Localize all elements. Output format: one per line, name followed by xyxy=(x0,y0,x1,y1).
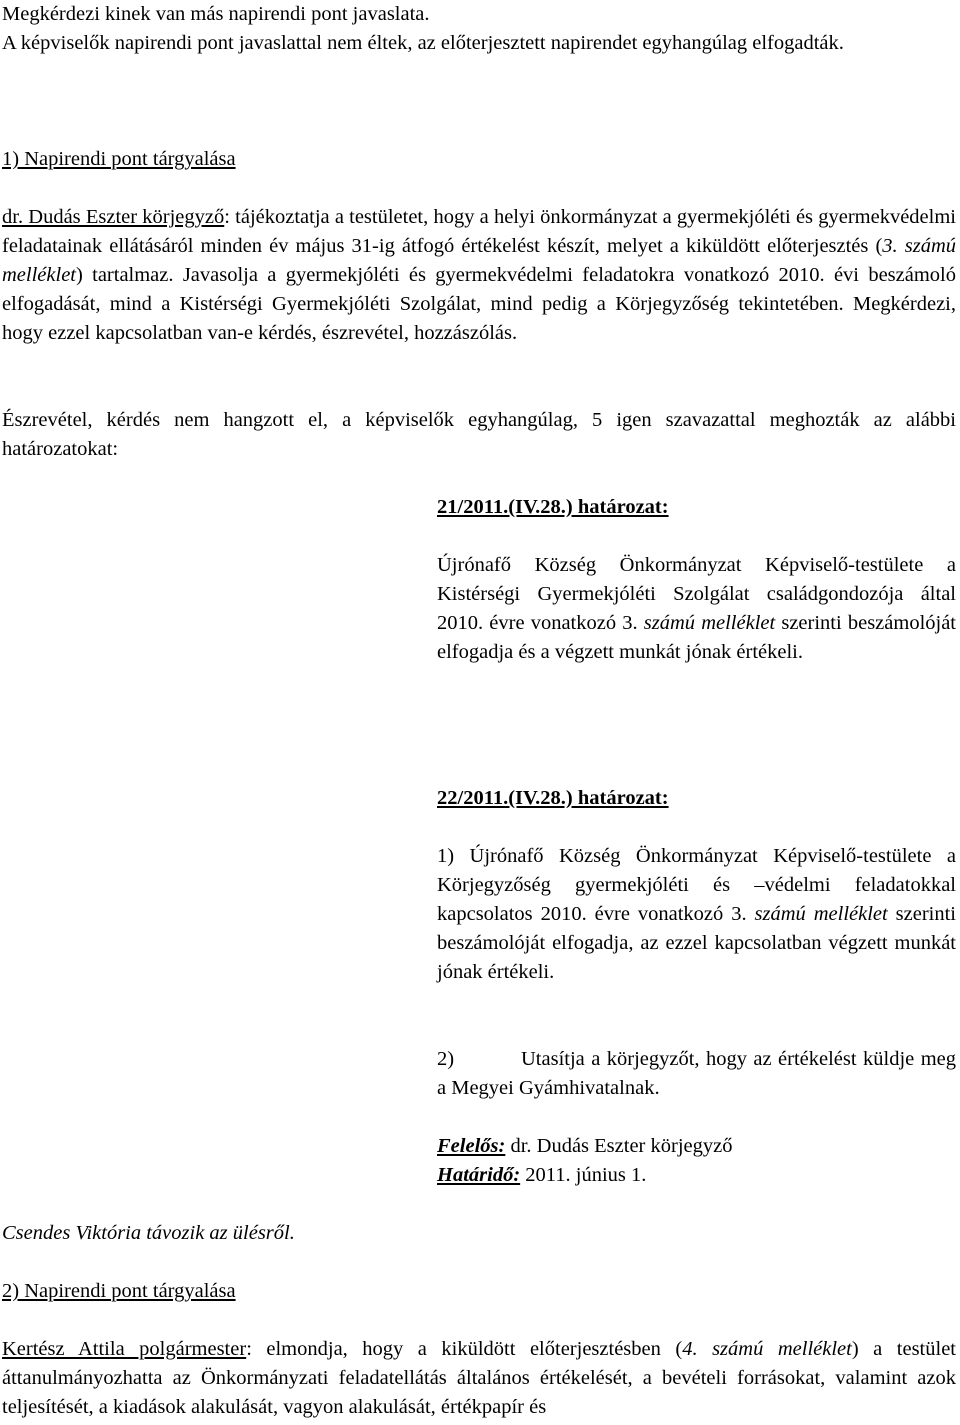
agenda-2-text-a: : elmondja, hogy a kiküldött előterjesztésben ( xyxy=(246,1338,683,1360)
resolution-21-text-b: szerinti beszámolóját elfogadja és a végzett munkát jónak értékeli. xyxy=(437,612,957,663)
responsible-label: Felelős: xyxy=(437,1135,506,1157)
resolution-22-text-b: szerinti beszámolóját elfogadja, az ezzel kapcsolatban végzett munkát jónak értékeli. xyxy=(437,903,956,983)
agenda-1-heading: 1) Napirendi pont tárgyalása xyxy=(2,148,236,170)
resolution-21-text xyxy=(437,551,956,667)
annex-reference: 3. számú melléklet xyxy=(2,235,957,286)
responsible-value: dr. Dudás Eszter körjegyző xyxy=(505,1135,733,1157)
resolution-22-point-1 xyxy=(437,842,956,987)
point-number: 2) xyxy=(437,1048,455,1070)
deadline-value: 2011. június 1. xyxy=(520,1164,647,1186)
resolution-21-text-a: Újrónafő Község Önkormányzat Képviselő-testülete a Kistérségi Gyermekjóléti Szolgálat családgondozója által 2010. évre vonatkozó 3. xyxy=(437,554,956,634)
agenda-2-heading: 2) Napirendi pont tárgyalása xyxy=(2,1280,236,1302)
agenda-1-paragraph xyxy=(2,203,956,348)
intro-question: Megkérdezi kinek van más napirendi pont javaslata. xyxy=(2,3,430,25)
vote-statement: Észrevétel, kérdés nem hangzott el, a képviselők egyhangúlag, 5 igen szavazattal meghozták az alábbi határozatokat: xyxy=(2,409,956,460)
resolution-22-text-a: 1) Újrónafő Község Önkormányzat Képviselő-testülete a Körjegyzőség gyermekjóléti és –védelmi feladatokkal kapcsolatos 2010. évre vonatkozó 3. xyxy=(437,845,956,925)
annex-reference: számú melléklet xyxy=(754,903,888,925)
resolution-21-title: 21/2011.(IV.28.) határozat: xyxy=(437,496,669,518)
agenda-1-text-a: : tájékoztatja a testületet, hogy a helyi önkormányzat a gyermekjóléti és gyermekvédelmi feladatainak ellátásáról minden év május 31-ig átfogó értékelést készít, melyet a kiküldött előterjesztés ( xyxy=(2,206,956,257)
agenda-1-text-b: ) tartalmaz. Javasolja a gyermekjóléti és gyermekvédelmi feladatokra vonatkozó 2010. évi beszámoló elfogadását, mind a Kistérségi Gyermekjóléti Szolgálat, mind pedig a Körjegyzőség tekintetében. Megkérdezi, hogy ezzel kapcsolatban van-e kérdés, észrevétel, hozzászólás. xyxy=(2,264,956,344)
departure-note: Csendes Viktória távozik az ülésről. xyxy=(2,1222,295,1244)
resolution-22-point-2 xyxy=(437,1045,956,1103)
deadline-label: Határidő: xyxy=(437,1164,521,1186)
annex-reference: számú melléklet xyxy=(643,612,776,634)
agenda-2-text-b: ) a testület áttanulmányozhatta az Önkormányzati feladatellátás általános értékelését, a bevételi forrásokat, valamint azok teljesítését, a kiadások alakulását, vagyon alakulását, értékpapír és xyxy=(2,1338,956,1418)
annex-reference: 4. számú melléklet xyxy=(682,1338,852,1360)
deadline-line xyxy=(437,1161,956,1190)
resolution-22-title: 22/2011.(IV.28.) határozat: xyxy=(437,787,669,809)
agenda-2-paragraph xyxy=(2,1335,956,1422)
intro-decision: A képviselők napirendi pont javaslattal nem éltek, az előterjesztett napirendet egyhangúlag elfogadták. xyxy=(2,32,844,54)
speaker-name: Kertész Attila polgármester xyxy=(2,1338,247,1360)
point-2-text: Utasítja a körjegyzőt, hogy az értékelést küldje meg a Megyei Gyámhivatalnak. xyxy=(437,1048,956,1099)
responsible-line xyxy=(437,1132,956,1161)
speaker-name: dr. Dudás Eszter körjegyző xyxy=(2,206,225,228)
